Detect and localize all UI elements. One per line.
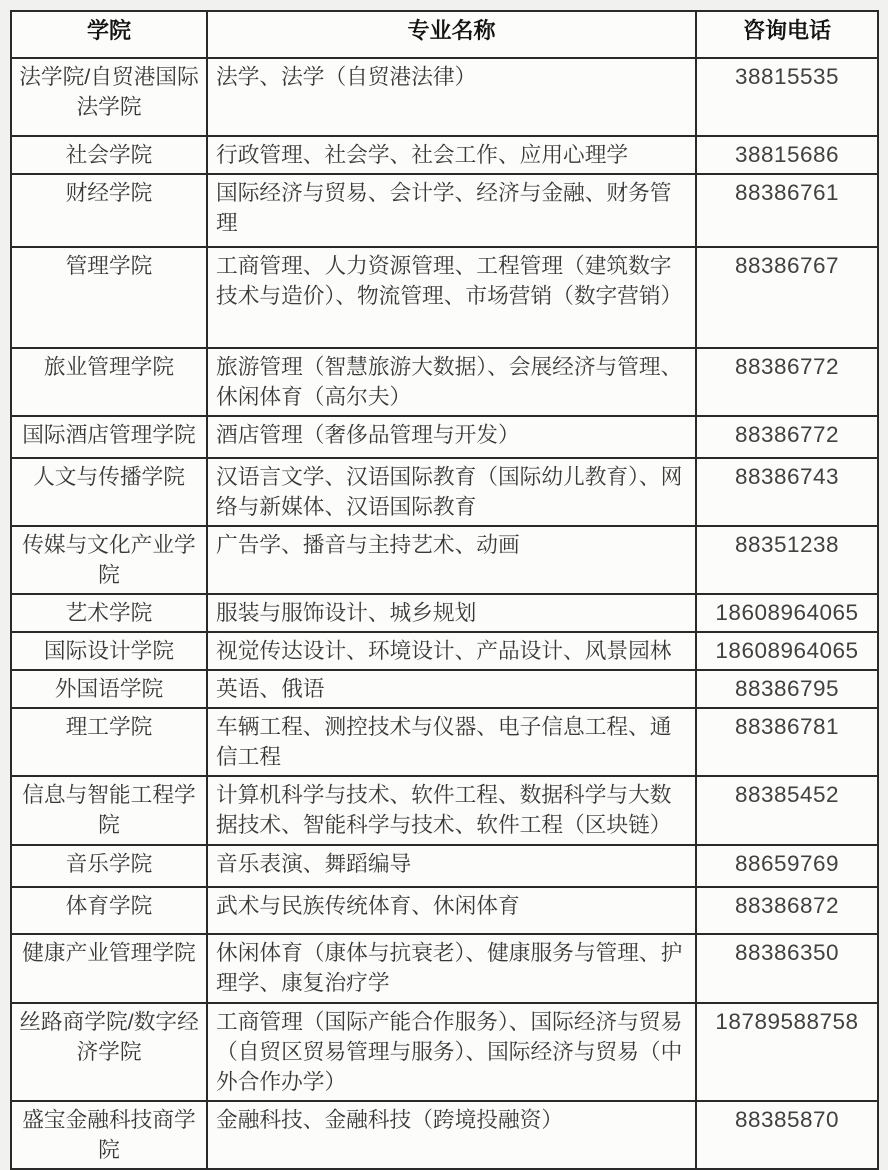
- majors-cell: 工商管理（国际产能合作服务）、国际经济与贸易（自贸区贸易管理与服务）、国际经济与贸易（中外合作办学）: [207, 1003, 696, 1101]
- phone-cell: 88386350: [696, 934, 878, 1003]
- table-row: [11, 1101, 878, 1169]
- table-row: [11, 1003, 878, 1101]
- table-row: [11, 594, 878, 632]
- phone-cell: 88659769: [696, 845, 878, 887]
- table-row: [11, 670, 878, 708]
- phone-cell: 88386772: [696, 348, 878, 416]
- college-cell: 国际设计学院: [11, 632, 207, 670]
- table-row: [11, 845, 878, 887]
- table-row: [11, 526, 878, 594]
- majors-cell: 广告学、播音与主持艺术、动画: [207, 526, 696, 594]
- table-row: [11, 136, 878, 174]
- majors-cell: 工商管理、人力资源管理、工程管理（建筑数字技术与造价）、物流管理、市场营销（数字营销）: [207, 247, 696, 348]
- majors-cell: 武术与民族传统体育、休闲体育: [207, 887, 696, 934]
- majors-cell: 法学、法学（自贸港法律）: [207, 58, 696, 136]
- college-cell: 管理学院: [11, 247, 207, 348]
- phone-cell: 38815535: [696, 58, 878, 136]
- majors-cell: 金融科技、金融科技（跨境投融资）: [207, 1101, 696, 1169]
- phone-cell: 88386761: [696, 174, 878, 247]
- phone-cell: 88386795: [696, 670, 878, 708]
- table-row: [11, 416, 878, 458]
- majors-cell: 行政管理、社会学、社会工作、应用心理学: [207, 136, 696, 174]
- header-majors: 专业名称: [207, 11, 696, 58]
- college-cell: 人文与传播学院: [11, 458, 207, 526]
- table-row: [11, 887, 878, 934]
- phone-cell: 88386772: [696, 416, 878, 458]
- majors-cell: 计算机科学与技术、软件工程、数据科学与大数据技术、智能科学与技术、软件工程（区块链）: [207, 776, 696, 845]
- college-cell: 丝路商学院/数字经济学院: [11, 1003, 207, 1101]
- college-cell: 财经学院: [11, 174, 207, 247]
- table-header: [11, 11, 878, 58]
- header-row: [11, 11, 878, 58]
- majors-cell: 视觉传达设计、环境设计、产品设计、风景园林: [207, 632, 696, 670]
- table-row: [11, 776, 878, 845]
- college-cell: 理工学院: [11, 708, 207, 776]
- college-cell: 法学院/自贸港国际法学院: [11, 58, 207, 136]
- phone-cell: 88386767: [696, 247, 878, 348]
- phone-cell: 88385452: [696, 776, 878, 845]
- majors-cell: 酒店管理（奢侈品管理与开发）: [207, 416, 696, 458]
- college-cell: 国际酒店管理学院: [11, 416, 207, 458]
- majors-cell: 汉语言文学、汉语国际教育（国际幼儿教育）、网络与新媒体、汉语国际教育: [207, 458, 696, 526]
- phone-cell: 38815686: [696, 136, 878, 174]
- college-cell: 旅业管理学院: [11, 348, 207, 416]
- college-cell: 盛宝金融科技商学院: [11, 1101, 207, 1169]
- header-phone: 咨询电话: [696, 11, 878, 58]
- phone-cell: 88386781: [696, 708, 878, 776]
- college-cell: 社会学院: [11, 136, 207, 174]
- phone-cell: 88351238: [696, 526, 878, 594]
- college-contact-table: [10, 10, 879, 1170]
- college-cell: 艺术学院: [11, 594, 207, 632]
- table-row: [11, 58, 878, 136]
- phone-cell: 88386743: [696, 458, 878, 526]
- college-cell: 传媒与文化产业学院: [11, 526, 207, 594]
- majors-cell: 车辆工程、测控技术与仪器、电子信息工程、通信工程: [207, 708, 696, 776]
- majors-cell: 旅游管理（智慧旅游大数据）、会展经济与管理、休闲体育（高尔夫）: [207, 348, 696, 416]
- table-body: [11, 58, 878, 1169]
- majors-cell: 服装与服饰设计、城乡规划: [207, 594, 696, 632]
- phone-cell: 88386872: [696, 887, 878, 934]
- college-cell: 健康产业管理学院: [11, 934, 207, 1003]
- phone-cell: 18608964065: [696, 632, 878, 670]
- table-row: [11, 247, 878, 348]
- table-row: [11, 934, 878, 1003]
- phone-cell: 18789588758: [696, 1003, 878, 1101]
- phone-cell: 18608964065: [696, 594, 878, 632]
- phone-cell: 88385870: [696, 1101, 878, 1169]
- college-cell: 体育学院: [11, 887, 207, 934]
- majors-cell: 音乐表演、舞蹈编导: [207, 845, 696, 887]
- college-cell: 音乐学院: [11, 845, 207, 887]
- table-row: [11, 348, 878, 416]
- table-row: [11, 174, 878, 247]
- header-college: 学院: [11, 11, 207, 58]
- majors-cell: 英语、俄语: [207, 670, 696, 708]
- table-row: [11, 632, 878, 670]
- college-cell: 外国语学院: [11, 670, 207, 708]
- college-cell: 信息与智能工程学院: [11, 776, 207, 845]
- table-row: [11, 708, 878, 776]
- majors-cell: 国际经济与贸易、会计学、经济与金融、财务管理: [207, 174, 696, 247]
- table-row: [11, 458, 878, 526]
- majors-cell: 休闲体育（康体与抗衰老）、健康服务与管理、护理学、康复治疗学: [207, 934, 696, 1003]
